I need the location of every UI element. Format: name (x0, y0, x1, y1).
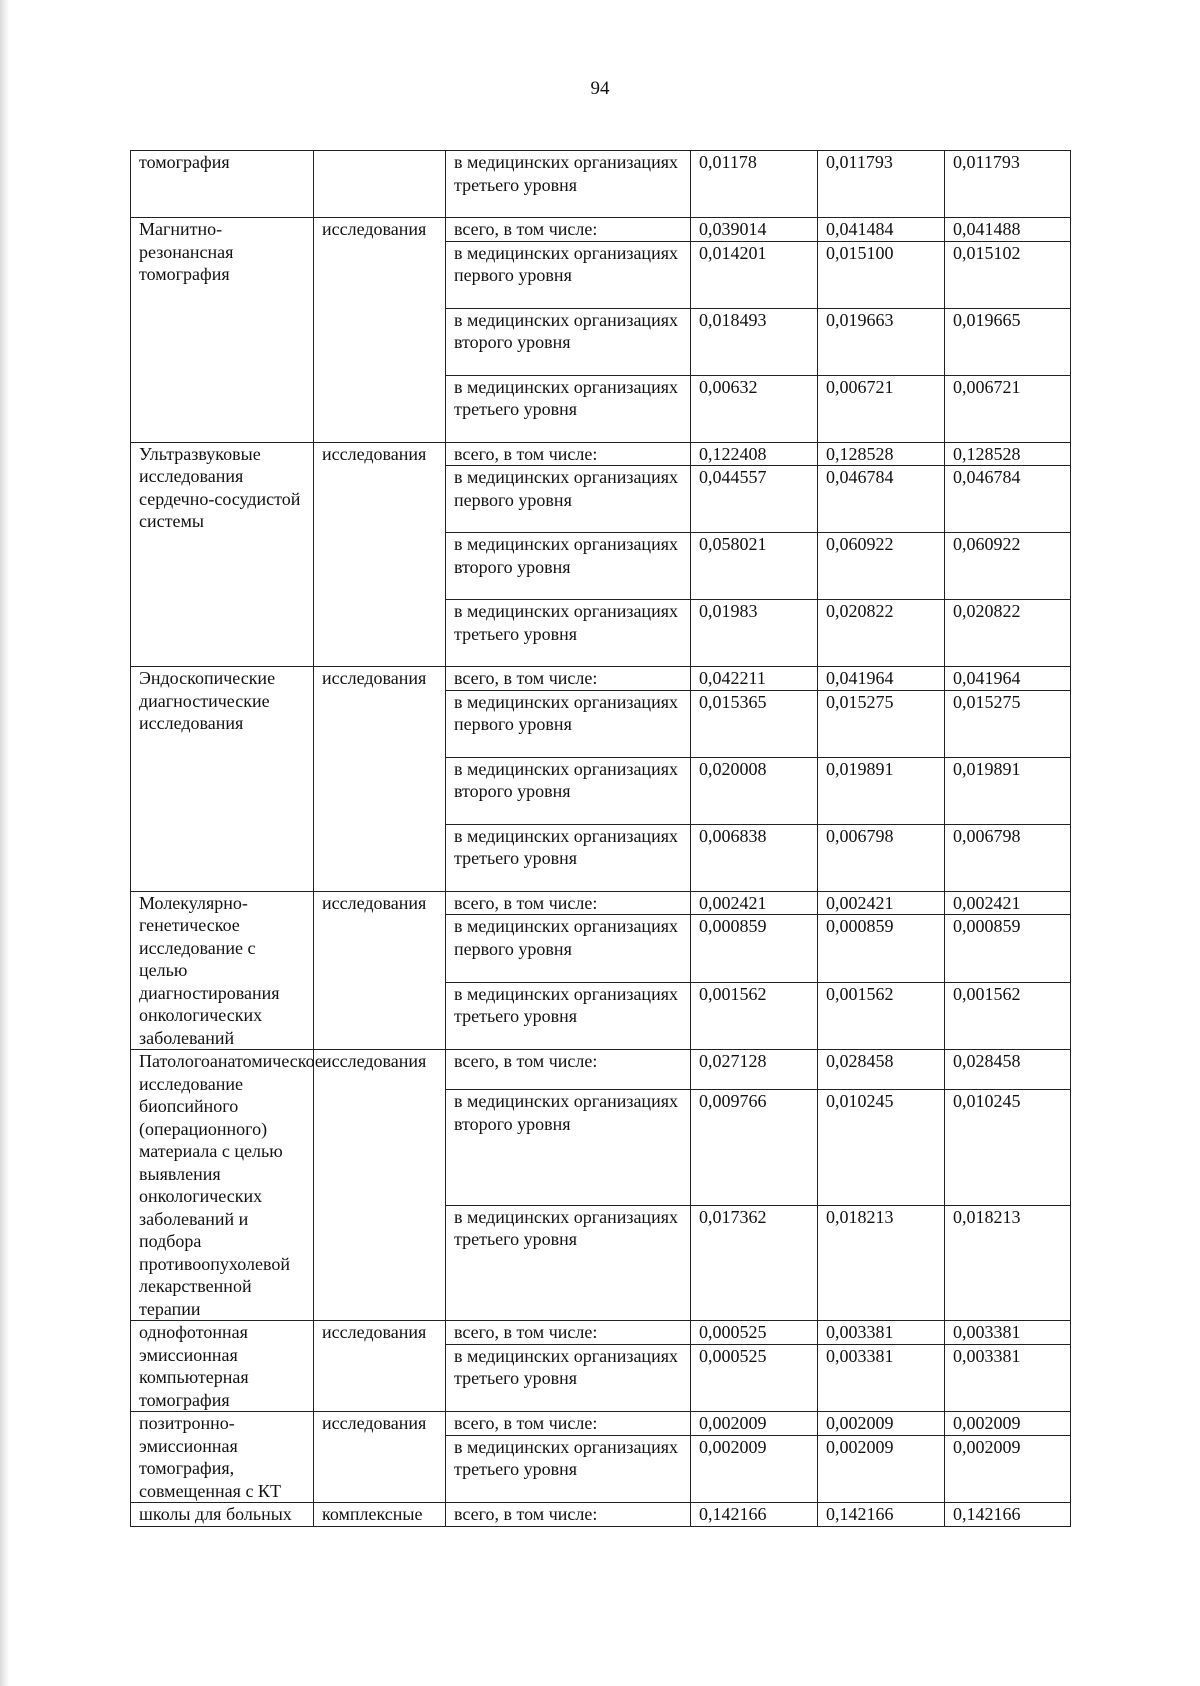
value-year-1: 0,020008 (691, 757, 818, 824)
value-year-3: 0,128528 (945, 442, 1071, 466)
value-year-1: 0,039014 (691, 218, 818, 242)
value-year-1: 0,002009 (691, 1412, 818, 1436)
indicator-name: позитронно-эмиссионная томография, совмещенная с КТ (131, 1412, 314, 1503)
organization-level: в медицинских организациях первого уровня (446, 690, 691, 757)
value-year-3: 0,060922 (945, 533, 1071, 600)
value-year-2: 0,006798 (818, 824, 945, 891)
value-year-1: 0,142166 (691, 1503, 818, 1527)
value-year-1: 0,01983 (691, 600, 818, 667)
table-row (131, 1503, 1071, 1527)
organization-level: в медицинских организациях третьего уровня (446, 151, 691, 218)
value-year-1: 0,017362 (691, 1205, 818, 1320)
value-year-1: 0,009766 (691, 1090, 818, 1205)
indicator-name: однофотонная эмиссионная компьютерная томография (131, 1321, 314, 1412)
value-year-2: 0,015275 (818, 690, 945, 757)
page-number: 94 (590, 78, 610, 99)
value-year-3: 0,028458 (945, 1050, 1071, 1090)
indicator-name: Ультразвуковые исследования сердечно-сосудистой системы (131, 442, 314, 667)
organization-level: всего, в том числе: (446, 1321, 691, 1345)
value-year-2: 0,020822 (818, 600, 945, 667)
value-year-1: 0,042211 (691, 667, 818, 691)
value-year-3: 0,020822 (945, 600, 1071, 667)
indicator-name: Патологоанатомическое исследование биопсийного (операционного) материала с целью выявления онкологических заболеваний и подбора противоопухолевой лекарственной терапии (131, 1050, 314, 1321)
indicator-name: Молекулярно-генетическое исследование с целью диагностирования онкологических заболеваний (131, 891, 314, 1050)
value-year-2: 0,019663 (818, 308, 945, 375)
scan-edge (0, 0, 10, 1686)
organization-level: всего, в том числе: (446, 1050, 691, 1090)
unit-cell: комплексные (314, 1503, 446, 1527)
value-year-2: 0,006721 (818, 375, 945, 442)
indicator-name: томография (131, 151, 314, 218)
value-year-1: 0,001562 (691, 982, 818, 1049)
unit-cell (314, 151, 446, 218)
table-row (131, 891, 1071, 915)
value-year-3: 0,002009 (945, 1435, 1071, 1502)
unit-cell: исследования (314, 1412, 446, 1503)
value-year-3: 0,046784 (945, 466, 1071, 533)
value-year-1: 0,122408 (691, 442, 818, 466)
table-row (131, 1050, 1071, 1090)
indicator-name: Магнитно-резонансная томография (131, 218, 314, 443)
value-year-2: 0,142166 (818, 1503, 945, 1527)
value-year-3: 0,011793 (945, 151, 1071, 218)
value-year-2: 0,003381 (818, 1344, 945, 1411)
value-year-1: 0,002421 (691, 891, 818, 915)
table-row (131, 667, 1071, 691)
value-year-2: 0,128528 (818, 442, 945, 466)
value-year-1: 0,015365 (691, 690, 818, 757)
value-year-1: 0,000859 (691, 915, 818, 982)
value-year-2: 0,001562 (818, 982, 945, 1049)
value-year-3: 0,041488 (945, 218, 1071, 242)
organization-level: в медицинских организациях третьего уровня (446, 1344, 691, 1411)
table-row (131, 151, 1071, 218)
value-year-2: 0,019891 (818, 757, 945, 824)
unit-cell: исследования (314, 667, 446, 892)
unit-cell: исследования (314, 442, 446, 667)
table-row (131, 1412, 1071, 1436)
unit-cell: исследования (314, 218, 446, 443)
organization-level: в медицинских организациях первого уровня (446, 241, 691, 308)
value-year-3: 0,003381 (945, 1321, 1071, 1345)
value-year-3: 0,002421 (945, 891, 1071, 915)
value-year-2: 0,028458 (818, 1050, 945, 1090)
organization-level: всего, в том числе: (446, 442, 691, 466)
indicator-name: Эндоскопические диагностические исследования (131, 667, 314, 892)
value-year-1: 0,018493 (691, 308, 818, 375)
table-row (131, 218, 1071, 242)
value-year-1: 0,00632 (691, 375, 818, 442)
unit-cell: исследования (314, 1321, 446, 1412)
unit-cell: исследования (314, 1050, 446, 1321)
value-year-2: 0,002421 (818, 891, 945, 915)
value-year-2: 0,002009 (818, 1412, 945, 1436)
value-year-3: 0,019891 (945, 757, 1071, 824)
value-year-1: 0,002009 (691, 1435, 818, 1502)
value-year-2: 0,003381 (818, 1321, 945, 1345)
organization-level: всего, в том числе: (446, 891, 691, 915)
value-year-3: 0,015275 (945, 690, 1071, 757)
value-year-2: 0,060922 (818, 533, 945, 600)
value-year-3: 0,002009 (945, 1412, 1071, 1436)
organization-level: в медицинских организациях второго уровня (446, 533, 691, 600)
value-year-3: 0,015102 (945, 241, 1071, 308)
value-year-2: 0,010245 (818, 1090, 945, 1205)
value-year-1: 0,044557 (691, 466, 818, 533)
value-year-3: 0,041964 (945, 667, 1071, 691)
value-year-3: 0,019665 (945, 308, 1071, 375)
value-year-1: 0,000525 (691, 1321, 818, 1345)
value-year-2: 0,015100 (818, 241, 945, 308)
table-body (131, 151, 1071, 1527)
volume-table (130, 150, 1071, 1527)
value-year-3: 0,000859 (945, 915, 1071, 982)
organization-level: в медицинских организациях первого уровня (446, 915, 691, 982)
value-year-1: 0,006838 (691, 824, 818, 891)
value-year-1: 0,014201 (691, 241, 818, 308)
organization-level: в медицинских организациях третьего уровня (446, 1205, 691, 1320)
value-year-2: 0,046784 (818, 466, 945, 533)
value-year-3: 0,001562 (945, 982, 1071, 1049)
value-year-3: 0,003381 (945, 1344, 1071, 1411)
value-year-3: 0,142166 (945, 1503, 1071, 1527)
value-year-1: 0,027128 (691, 1050, 818, 1090)
organization-level: в медицинских организациях второго уровня (446, 308, 691, 375)
organization-level: всего, в том числе: (446, 1503, 691, 1527)
value-year-1: 0,000525 (691, 1344, 818, 1411)
value-year-2: 0,011793 (818, 151, 945, 218)
organization-level: в медицинских организациях третьего уровня (446, 600, 691, 667)
organization-level: в медицинских организациях третьего уровня (446, 982, 691, 1049)
value-year-1: 0,058021 (691, 533, 818, 600)
table-row (131, 442, 1071, 466)
value-year-2: 0,002009 (818, 1435, 945, 1502)
value-year-2: 0,000859 (818, 915, 945, 982)
organization-level: в медицинских организациях второго уровня (446, 1090, 691, 1205)
value-year-3: 0,006721 (945, 375, 1071, 442)
unit-cell: исследования (314, 891, 446, 1050)
value-year-2: 0,041484 (818, 218, 945, 242)
organization-level: в медицинских организациях третьего уровня (446, 375, 691, 442)
value-year-1: 0,01178 (691, 151, 818, 218)
organization-level: в медицинских организациях третьего уровня (446, 1435, 691, 1502)
value-year-2: 0,041964 (818, 667, 945, 691)
organization-level: всего, в том числе: (446, 667, 691, 691)
organization-level: в медицинских организациях второго уровня (446, 757, 691, 824)
value-year-3: 0,006798 (945, 824, 1071, 891)
table-row (131, 1321, 1071, 1345)
organization-level: всего, в том числе: (446, 1412, 691, 1436)
value-year-3: 0,018213 (945, 1205, 1071, 1320)
organization-level: в медицинских организациях третьего уровня (446, 824, 691, 891)
value-year-2: 0,018213 (818, 1205, 945, 1320)
value-year-3: 0,010245 (945, 1090, 1071, 1205)
organization-level: в медицинских организациях первого уровня (446, 466, 691, 533)
organization-level: всего, в том числе: (446, 218, 691, 242)
indicator-name: школы для больных (131, 1503, 314, 1527)
